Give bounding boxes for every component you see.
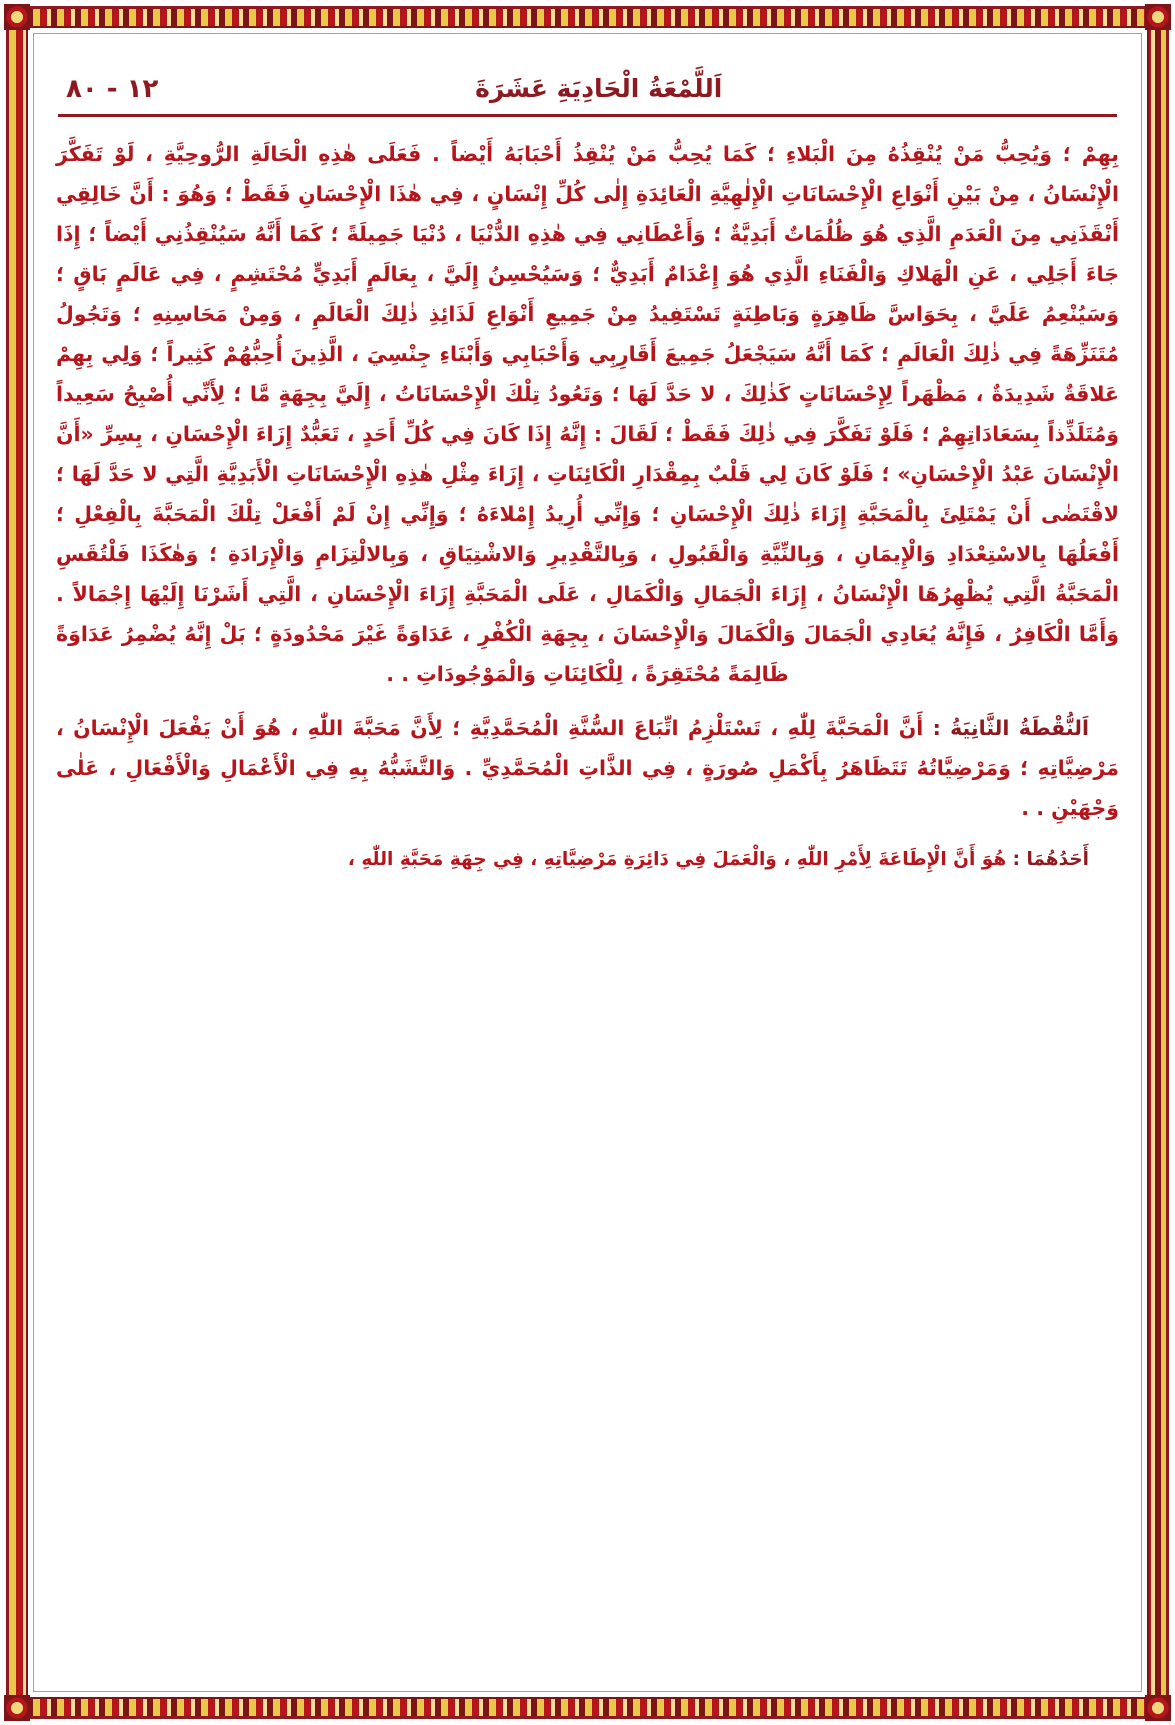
corner-ornament-top-left-icon bbox=[1145, 4, 1171, 30]
page-content bbox=[56, 56, 1119, 1669]
corner-ornament-bottom-left-icon bbox=[1145, 1695, 1171, 1721]
corner-ornament-top-right-icon bbox=[4, 4, 30, 30]
third-point-text: هُوَ أَنَّ الْإِطَاعَةَ لِأَمْرِ اللّٰهِ ، وَالْعَمَلَ فِي دَائِرَةِ مَرْضِيَّاتِهِ ، فِي جِهَةِ مَحَبَّةِ اللّٰهِ ، bbox=[347, 849, 1007, 871]
page-header bbox=[56, 56, 1119, 104]
chapter-title: اَللَّمْعَةُ الْحَادِيَةِ عَشَرَةَ bbox=[475, 74, 723, 103]
paragraph-main: بِهِمْ ؛ وَيُحِبُّ مَنْ يُنْقِذُهُ مِنَ الْبَلاءِ ؛ كَمَا يُحِبُّ مَنْ يُنْقِذُ أَحْبَابَهُ أَيْضاً . فَعَلَى هٰذِهِ الْحَالَةِ الرُّوحِيَّةِ ، لَوْ تَفَكَّرَ الْإِنْسَانُ ، مِنْ بَيْنِ أَنْوَاعِ الْإِحْسَانَاتِ الْإِلٰهِيَّةِ الْعَائِدَةِ إِلٰى كُلِّ إِنْسَانٍ ، فِي هٰذَا الْإِحْسَانِ فَقَطْ ؛ وَهُوَ : أَنَّ خَالِقِي أَنْقَذَنِي مِنَ الْعَدَمِ الَّذِي هُوَ ظُلُمَاتٌ أَبَدِيَّةٌ ؛ وَأَعْطَانِي فِي هٰذِهِ الدُّنْيَا ، دُنْيَا جَمِيلَةً ؛ كَمَا أَنَّهُ سَيُنْقِذُنِي أَيْضاً ؛ إِذَا جَاءَ أَجَلِي ، عَنِ الْهَلاكِ وَالْفَنَاءِ الَّذِي هُوَ إِعْدَامٌ أَبَدِيٌّ ؛ وَسَيُحْسِنُ إِلَيَّ ، بِعَالَمٍ أَبَدِيٍّ مُحْتَشِمٍ ، فِي عَالَمٍ بَاقٍ ؛ وَسَيُنْعِمُ عَلَيَّ ، بِحَوَاسَّ ظَاهِرَةٍ وَبَاطِنَةٍ تَسْتَفِيدُ مِنْ جَمِيعِ أَنْوَاعِ لَذَائِذِ ذٰلِكَ الْعَالَمِ ، وَمِنْ مَحَاسِنِهِ ؛ وَتَجُولُ مُتَنَزِّهَةً فِي ذٰلِكَ الْعَالَمِ ؛ كَمَا أَنَّهُ سَيَجْعَلُ جَمِيعَ أَقَارِبِي وَأَحْبَابِي وَأَبْنَاءِ جِنْسِيَ ، الَّذِينَ أُحِبُّهُمْ كَثِيراً ؛ وَلِي بِهِمْ عَلاقَةٌ شَدِيدَةٌ ، مَظْهَراً لِإِحْسَانَاتٍ كَذٰلِكَ ، لا حَدَّ لَهَا ؛ وَتَعُودُ تِلْكَ الْإِحْسَانَاتُ ، إِلَيَّ بِجِهَةٍ مَّا ؛ لِأَنِّي أُصْبِحُ سَعِيداً وَمُتَلَذِّذاً بِسَعَادَاتِهِمْ ؛ فَلَوْ تَفَكَّرَ فِي ذٰلِكَ فَقَطْ ؛ لَقَالَ : إِنَّهُ إِذَا كَانَ فِي كُلِّ أَحَدٍ ، تَعَبُّدٌ إِزَاءَ الْإِحْسَانِ ، بِسِرِّ «أَنَّ الْإِنْسَانَ عَبْدُ الْإِحْسَانِ» ؛ فَلَوْ كَانَ لِي قَلْبٌ بِمِقْدَارِ الْكَائِنَاتِ ، إِزَاءَ مِثْلِ هٰذِهِ الْإِحْسَانَاتِ الْأَبَدِيَّةِ الَّتِي لا حَدَّ لَهَا ؛ لاقْتَضٰى أَنْ يَمْتَلِئَ بِالْمَحَبَّةِ إِزَاءَ ذٰلِكَ الْإِحْسَانِ ؛ وَإِنِّي أُرِيدُ إِمْلاءَهُ ؛ وَإِنِّي إِنْ لَمْ أَفْعَلْ تِلْكَ الْمَحَبَّةَ بِالْفِعْلِ ؛ أَفْعَلُهَا بِالاسْتِعْدَادِ وَالْإِيمَانِ ، وَبِالنِّيَّةِ وَالْقَبُولِ ، وَبِالتَّقْدِيرِ وَالاشْتِيَاقِ ، وَبِالالْتِزَامِ وَالْإِرَادَةِ ؛ وَهٰكَذَا فَلْتُقَسِ الْمَحَبَّةُ الَّتِي يُظْهِرُهَا الْإِنْسَانُ ، إِزَاءَ الْجَمَالِ وَالْكَمَالِ ، عَلَى الْمَحَبَّةِ إِزَاءَ الْإِحْسَانِ ، الَّتِي أَشَرْنَا إِلَيْهَا إِجْمَالاً . وَأَمَّا الْكَافِرُ ، فَإِنَّهُ يُعَادِي الْجَمَالَ وَالْكَمَالَ وَالْإِحْسَانَ ، بِجِهَةِ الْكُفْرِ ، عَدَاوَةً غَيْرَ مَحْدُودَةٍ ؛ بَلْ إِنَّهُ يُضْمِرُ عَدَاوَةً ظَالِمَةً مُحْتَقِرَةً ، لِلْكَائِنَاتِ وَالْمَوْجُودَاتِ . . bbox=[56, 142, 1119, 686]
corner-ornament-bottom-right-icon bbox=[4, 1695, 30, 1721]
paragraph-second-point bbox=[56, 709, 1119, 829]
header-divider bbox=[58, 114, 1117, 117]
body-text bbox=[56, 135, 1119, 878]
paragraph-third-point bbox=[56, 842, 1119, 877]
third-point-label: أَحَدُهُمَا : bbox=[1012, 849, 1089, 871]
second-point-text: أَنَّ الْمَحَبَّةَ لِلّٰهِ ، تَسْتَلْزِمُ اتِّبَاعَ السُّنَّةِ الْمُحَمَّدِيَّةِ ؛ لِأَنَّ مَحَبَّةَ اللّٰهِ ، هُوَ أَنْ يَفْعَلَ الْإِنْسَانُ ، مَرْضِيَّاتِهِ ؛ وَمَرْضِيَّاتُهُ تَتَظَاهَرُ بِأَكْمَلِ صُورَةٍ ، فِي الذَّاتِ الْمُحَمَّدِيِّ . وَالتَّشَبُّهُ بِهِ فِي الْأَعْمَالِ وَالْأَفْعَالِ ، عَلٰى وَجْهَيْنِ . . bbox=[56, 715, 1119, 820]
second-point-label: اَلنُّقْطَةُ الثَّانِيَةُ : bbox=[932, 715, 1090, 740]
page-number: ١٢ - ٨٠ bbox=[66, 74, 159, 104]
